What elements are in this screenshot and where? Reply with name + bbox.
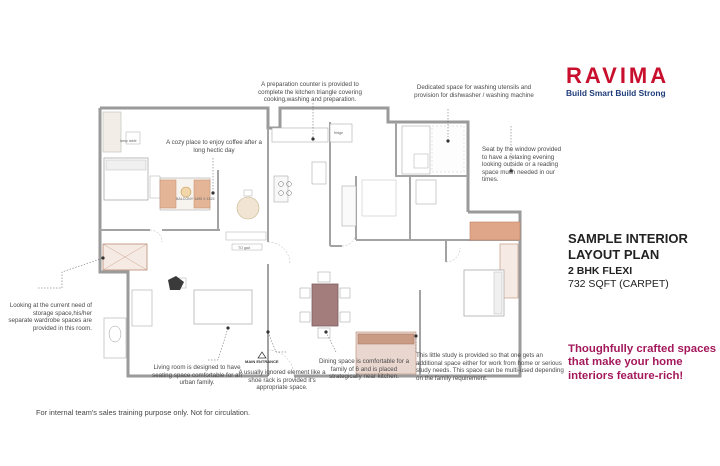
title-line-2: LAYOUT PLAN bbox=[568, 247, 660, 262]
annotation-dining: Dining space is comfortable for a family of 6 and is placed strategically near kitchen. bbox=[318, 358, 410, 381]
svg-text:MAIN ENTRANCE: MAIN ENTRANCE bbox=[245, 359, 279, 364]
svg-text:fridge: fridge bbox=[334, 131, 343, 135]
annotation-living-room: Living room is designed to have seating space comfortable for an urban family. bbox=[152, 364, 242, 387]
living-room bbox=[104, 276, 252, 358]
entrance-marker bbox=[245, 352, 279, 364]
annotation-storage: Looking at the current need of storage space,his/her separate wardrobe spaces are provided in this room. bbox=[8, 302, 92, 332]
marketing-tagline: Thoughfully crafted spaces that make your home interiors feature-rich! bbox=[568, 343, 717, 382]
utility bbox=[362, 126, 464, 216]
unit-info bbox=[568, 265, 669, 290]
svg-text:TO gad: TO gad bbox=[238, 246, 250, 250]
disclaimer: For internal team's sales training purpose only. Not for circulation. bbox=[36, 408, 251, 417]
unit-type: 2 BHK FLEXI bbox=[568, 265, 633, 277]
annotation-study: This little study is provided so that one gets an additional space either for work from home or serious study needs. This space can be multi-used depending on the family requirement. bbox=[416, 352, 564, 382]
page-title bbox=[568, 231, 718, 263]
annotation-washing-space: Dedicated space for washing utensils and provision for dishwasher / washing machine bbox=[414, 84, 534, 99]
brand-name: RAVIMA bbox=[566, 63, 670, 88]
annotation-shoe-rack: A usually ignored element like a shoe rack is provided it's appropriate space. bbox=[238, 369, 326, 392]
annotation-prep-counter: A preparation counter is provided to complete the kitchen triangle covering cooking,washing and preparation. bbox=[258, 81, 362, 104]
title-line-1: SAMPLE INTERIOR bbox=[568, 231, 688, 246]
brand-tagline: Build Smart Build Strong bbox=[566, 88, 666, 98]
annotation-window-seat: Seat by the window provided to have a relaxing evening looking outside or a reading space much needed in our times. bbox=[482, 146, 562, 184]
brand-logo bbox=[566, 63, 686, 98]
dining-area bbox=[300, 272, 350, 338]
svg-text:BALCONY 1495 X 1525: BALCONY 1495 X 1525 bbox=[176, 197, 215, 201]
annotation-coffee-corner: A cozy place to enjoy coffee after a long hectic day bbox=[166, 139, 262, 154]
bedroom-2 bbox=[464, 270, 504, 316]
balcony bbox=[160, 178, 259, 219]
svg-text:lamp table: lamp table bbox=[120, 139, 137, 143]
unit-area: 732 SQFT (CARPET) bbox=[568, 277, 669, 290]
